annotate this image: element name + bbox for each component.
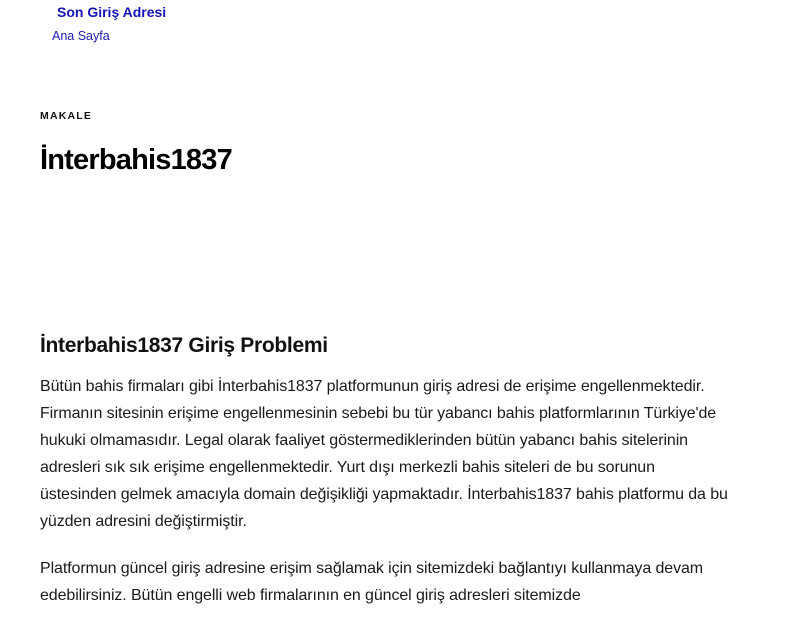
post-category: MAKALE xyxy=(40,110,93,122)
article-body xyxy=(40,330,730,629)
section-heading: İnterbahis1837 Giriş Problemi xyxy=(40,334,328,357)
nav-item-home[interactable]: Ana Sayfa xyxy=(52,29,110,43)
site-title-link[interactable]: Son Giriş Adresi xyxy=(57,4,167,20)
paragraph: Bütün bahis firmaları gibi İnterbahis1837 platformunun giriş adresi de erişime engellenmektedir. Firmanın sitesinin erişime engellenmesinin sebebi bu tür yabancı bahis platformlarının Türkiye'de hukuki olmamasıdır. Legal olarak faaliyet göstermediklerinden bütün yabancı bahis sitelerinin adresleri sık sık erişime engellenmektedir. Yurt dışı merkezli bahis siteleri de bu sorunun üstesinden gelmek amacıyla domain değişikliği yapmaktadır. İnterbahis1837 bahis platformu da bu yüzden adresini değiştirmiştir. xyxy=(40,378,728,530)
paragraph: Platformun güncel giriş adresine erişim sağlamak için sitemizdeki bağlantıyı kullanmaya devam edebilirsiniz. Bütün engelli web firmalarının en güncel giriş adresleri sitemizde xyxy=(40,560,703,604)
page-title: İnterbahis1837 xyxy=(40,144,232,176)
